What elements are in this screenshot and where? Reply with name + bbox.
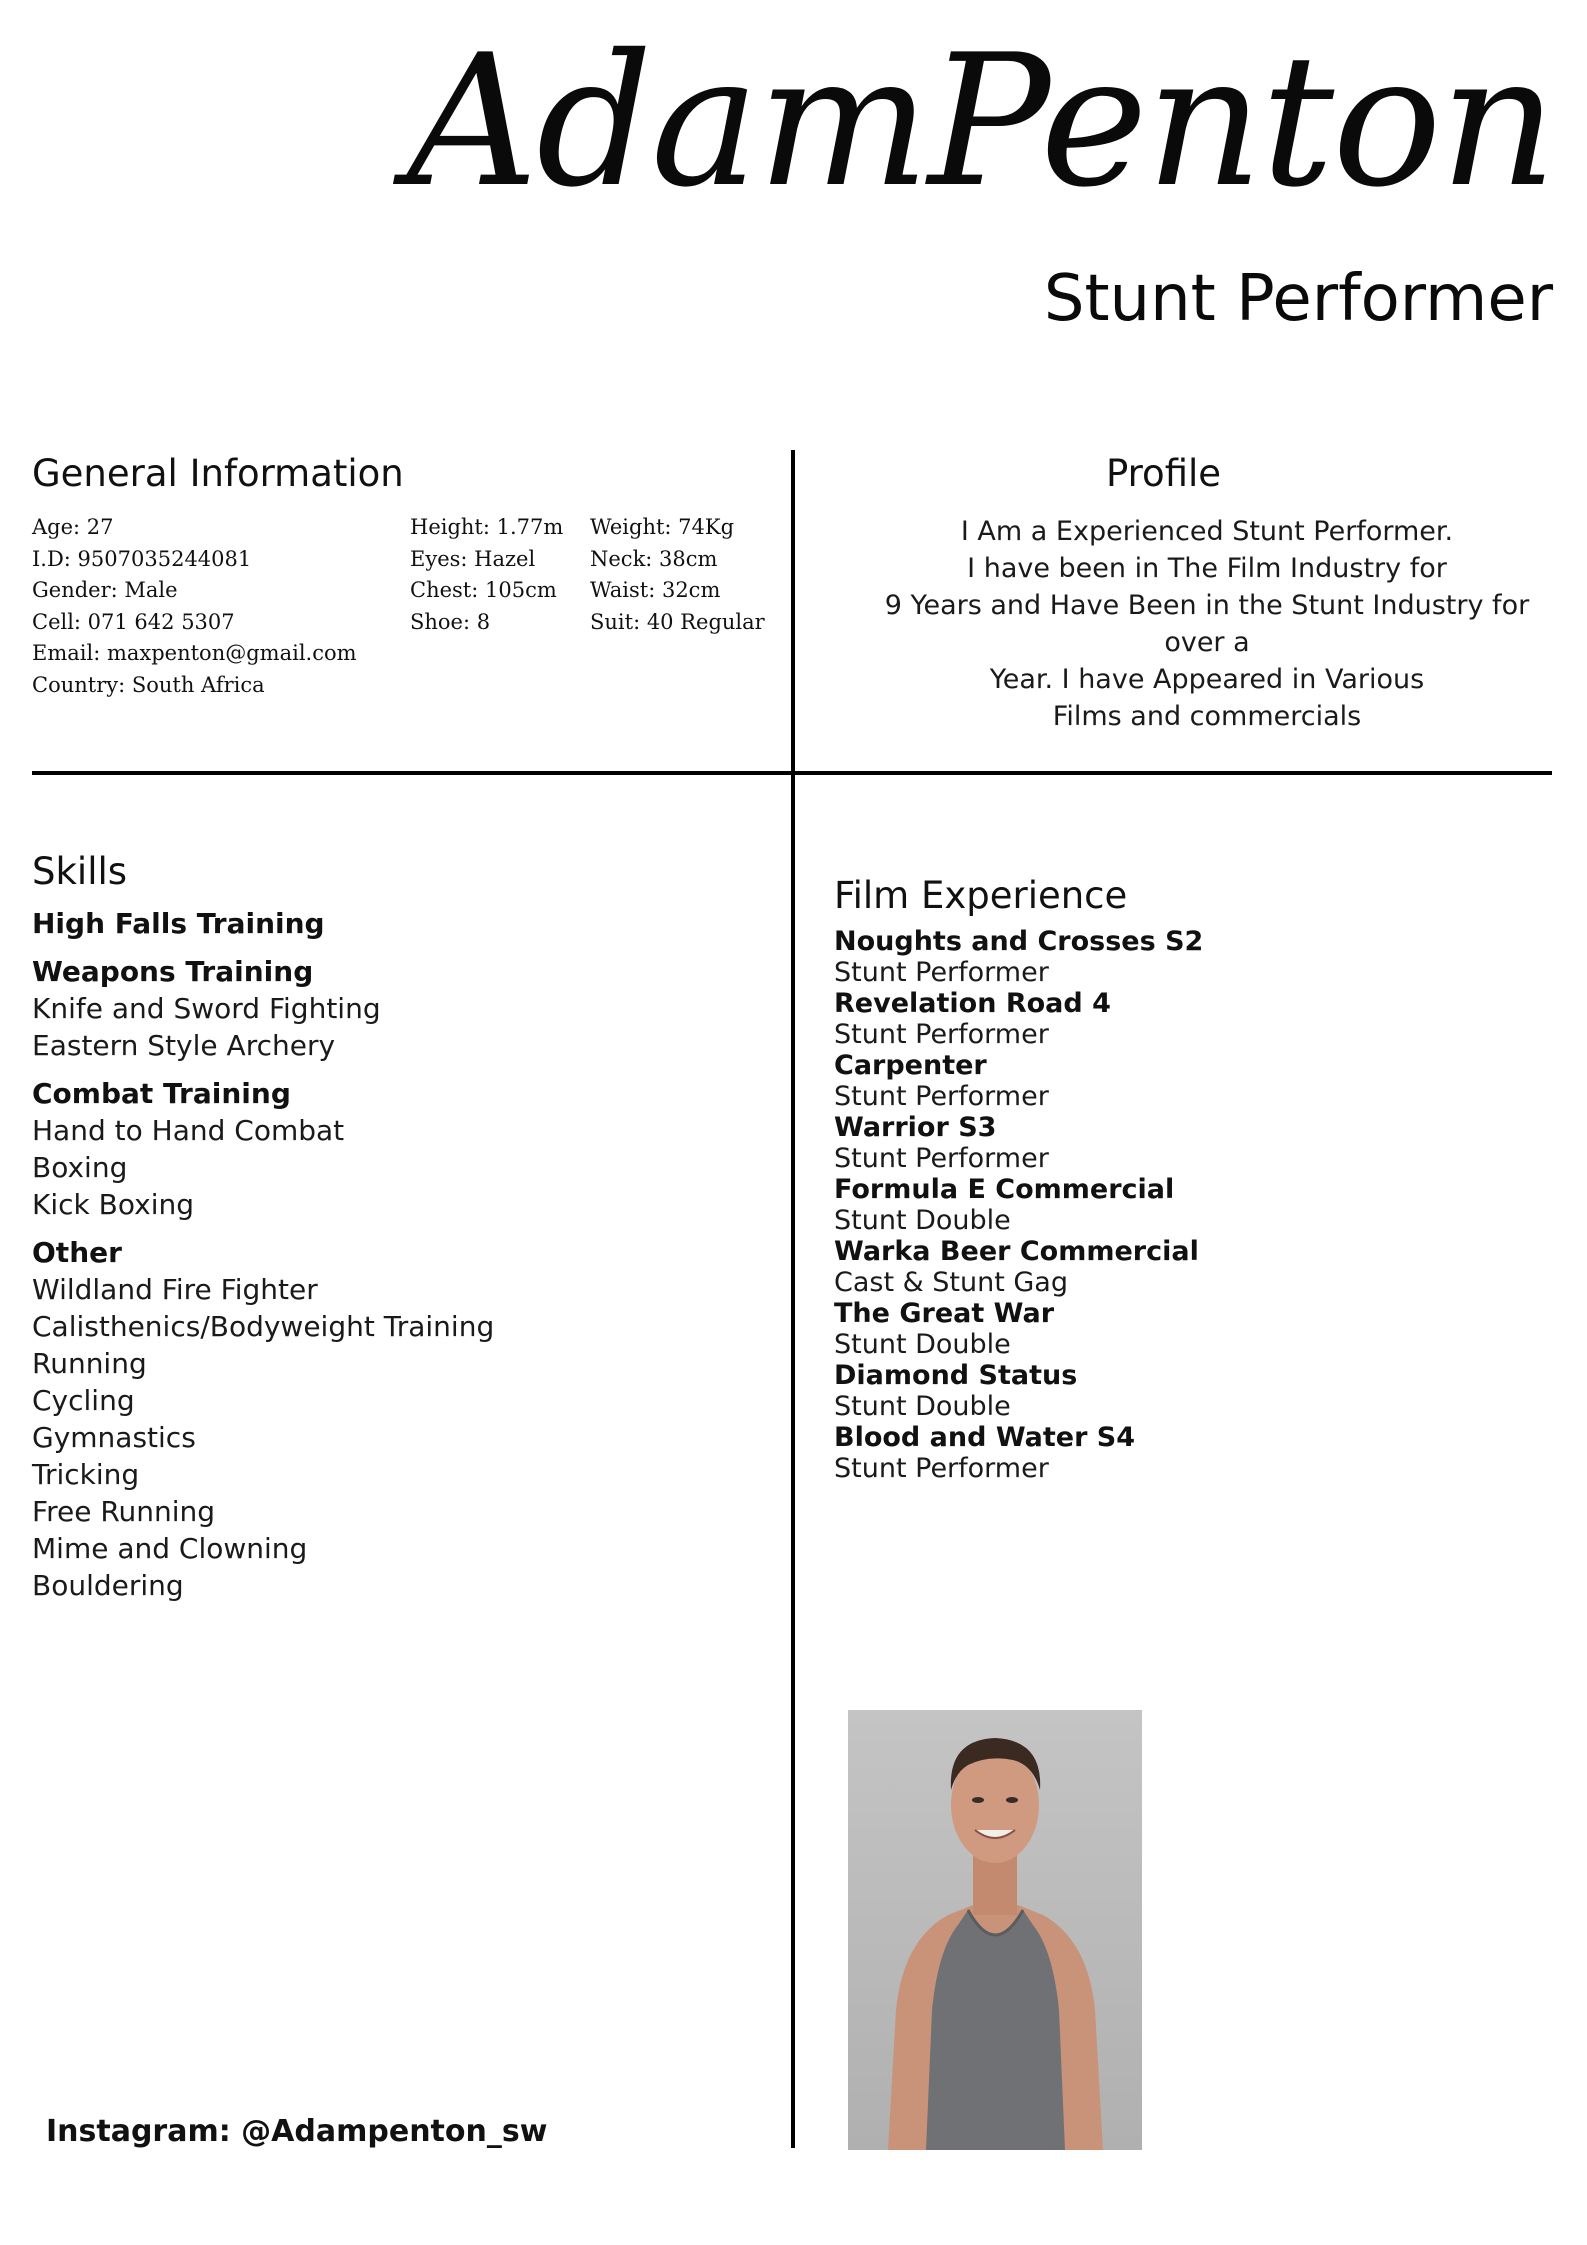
profile-heading: Profile [1106,452,1222,495]
film-role: Stunt Performer [834,1143,1049,1174]
skill-item: Calisthenics/Bodyweight Training [32,1310,495,1343]
film-entry [834,926,1534,988]
info-line: Waist: 32cm [590,578,721,602]
film-entry [834,1298,1534,1360]
skills-heading: Skills [32,850,128,893]
skill-group [32,1235,732,1604]
skill-item: Kick Boxing [32,1188,194,1221]
horizontal-divider [32,771,1552,775]
film-title: Carpenter [834,1050,987,1081]
film-role: Stunt Double [834,1329,1011,1360]
skill-group-title: High Falls Training [32,907,325,940]
film-title: The Great War [834,1298,1055,1329]
film-role: Stunt Performer [834,1019,1049,1050]
skill-item: Bouldering [32,1569,184,1602]
general-info-col3 [590,512,765,638]
skill-group-title: Other [32,1236,122,1269]
skill-item: Free Running [32,1495,216,1528]
skill-item: Cycling [32,1384,135,1417]
skill-group [32,906,732,942]
info-line: Height: 1.77m [410,515,564,539]
person-photo-illustration [848,1710,1142,2150]
info-line: Country: South Africa [32,672,265,697]
skill-item: Hand to Hand Combat [32,1114,345,1147]
general-info-col2 [410,512,563,638]
info-line: Cell: 071 642 5307 [32,609,235,634]
profile-line: I Am a Experienced Stunt Performer. [960,516,1454,547]
film-title: Formula E Commercial [834,1174,1175,1205]
name-signature: AdamPenton [406,15,1555,227]
film-entry [834,1050,1534,1112]
skill-item: Boxing [32,1151,128,1184]
info-line: Neck: 38cm [590,546,718,571]
film-entry [834,1360,1534,1422]
general-info-col1 [32,512,357,701]
info-line: Age: 27 [32,515,114,539]
skill-group [32,1076,732,1223]
skill-item: Tricking [32,1458,140,1491]
film-entry [834,1112,1534,1174]
film-title: Diamond Status [834,1360,1078,1391]
info-line: Suit: 40 Regular [590,609,765,634]
skill-item: Running [32,1347,147,1380]
film-role: Stunt Double [834,1205,1011,1236]
skill-item: Mime and Clowning [32,1532,308,1565]
film-role: Stunt Performer [834,1453,1049,1484]
info-line: Weight: 74Kg [590,515,735,539]
instagram-handle: Instagram: @Adampenton_sw [46,2114,548,2149]
film-title: Warka Beer Commercial [834,1236,1199,1267]
headshot-photo [848,1710,1142,2150]
film-experience-heading: Film Experience [834,874,1128,917]
film-role: Stunt Double [834,1391,1011,1422]
film-role: Stunt Performer [834,1081,1049,1112]
skill-item: Eastern Style Archery [32,1029,336,1062]
film-role: Cast & Stunt Gag [834,1267,1068,1298]
film-title: Blood and Water S4 [834,1422,1136,1453]
skill-group [32,954,732,1064]
skill-group-title: Weapons Training [32,955,314,988]
profile-text [862,513,1552,735]
skills-list [32,906,732,1616]
info-line: Eyes: Hazel [410,546,536,571]
info-line: Email: maxpenton@gmail.com [32,641,357,665]
profile-line: Films and commercials [1052,701,1362,732]
profile-line: Year. I have Appeared in Various [989,664,1425,695]
film-title: Noughts and Crosses S2 [834,926,1204,957]
info-line: Chest: 105cm [410,578,557,602]
film-entry [834,988,1534,1050]
skill-item: Knife and Sword Fighting [32,992,381,1025]
film-title: Warrior S3 [834,1112,997,1143]
skill-item: Gymnastics [32,1421,196,1454]
vertical-divider [791,450,795,2148]
skill-item: Wildland Fire Fighter [32,1273,318,1306]
film-entry [834,1236,1534,1298]
film-role: Stunt Performer [834,957,1049,988]
film-title: Revelation Road 4 [834,988,1111,1019]
profile-line: 9 Years and Have Been in the Stunt Industry for over a [884,590,1530,658]
info-line: Gender: Male [32,578,178,602]
profile-line: I have been in The Film Industry for [967,553,1447,584]
skill-group-title: Combat Training [32,1077,291,1110]
film-list [834,926,1534,1484]
film-entry [834,1422,1534,1484]
job-title: Stunt Performer [1043,262,1553,336]
general-info-heading: General Information [32,452,404,495]
info-line: I.D: 9507035244081 [32,546,252,571]
info-line: Shoe: 8 [410,609,491,634]
film-entry [834,1174,1534,1236]
